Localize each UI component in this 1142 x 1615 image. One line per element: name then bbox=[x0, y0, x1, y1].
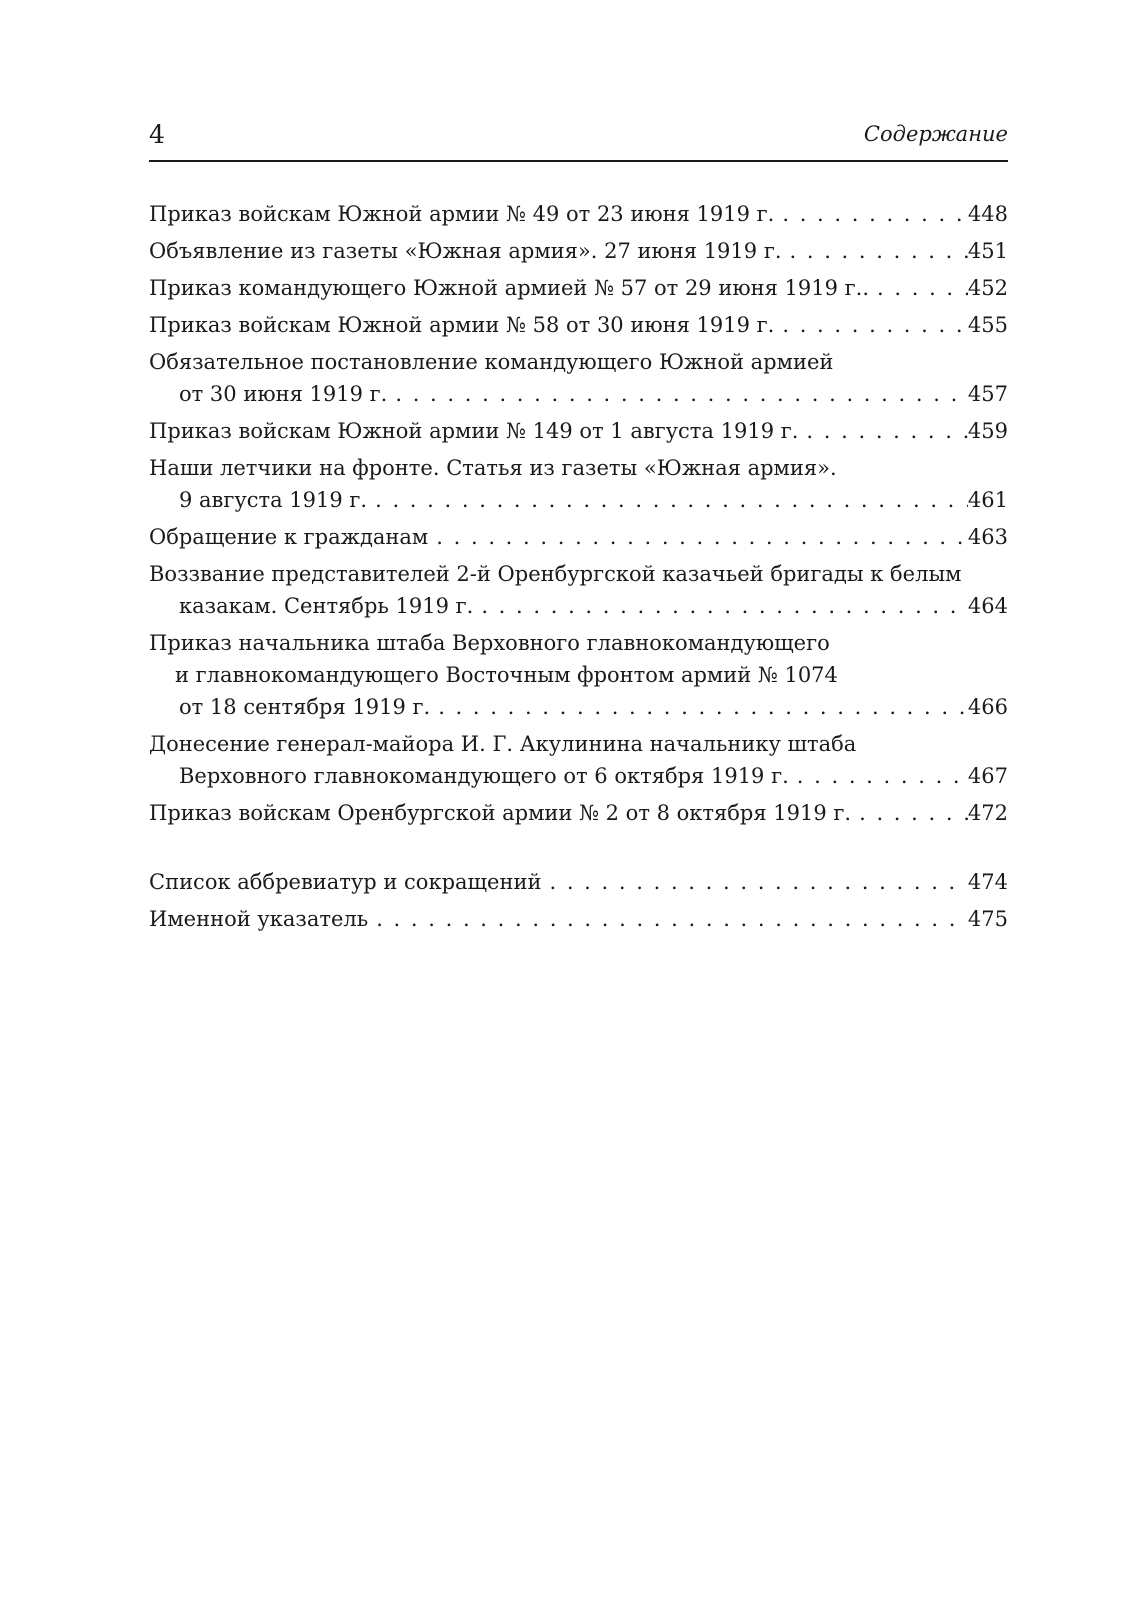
dot-leader bbox=[387, 378, 968, 410]
table-of-contents bbox=[149, 198, 1008, 940]
dot-leader bbox=[774, 198, 968, 230]
toc-page-number: 455 bbox=[967, 313, 1008, 337]
toc-entry[interactable] bbox=[149, 198, 1008, 230]
toc-entry[interactable] bbox=[149, 452, 1008, 516]
dot-leader bbox=[473, 590, 968, 622]
toc-entry-title-line: от 30 июня 1919 г. bbox=[179, 382, 388, 406]
toc-page-number: 452 bbox=[967, 276, 1008, 300]
dot-leader bbox=[782, 235, 968, 267]
toc-entry[interactable] bbox=[149, 903, 1008, 935]
toc-entry-title-line: Воззвание представителей 2-й Оренбургской казачьей бригады к белым bbox=[149, 562, 962, 586]
running-title: Содержание bbox=[863, 122, 1008, 146]
dot-leader bbox=[851, 797, 968, 829]
toc-page-number: 474 bbox=[967, 870, 1008, 894]
toc-entry-title: Приказ войскам Южной армии № 149 от 1 августа 1919 г. bbox=[149, 419, 799, 443]
toc-entry[interactable] bbox=[149, 797, 1008, 829]
toc-page-number: 457 bbox=[967, 382, 1008, 406]
toc-entry-title: Приказ войскам Южной армии № 58 от 30 июня 1919 г. bbox=[149, 313, 775, 337]
dot-leader bbox=[789, 760, 968, 792]
dot-leader bbox=[428, 521, 968, 553]
toc-entry[interactable] bbox=[149, 235, 1008, 267]
toc-page-number: 464 bbox=[967, 594, 1008, 618]
toc-entry-title: Объявление из газеты «Южная армия». 27 июня 1919 г. bbox=[149, 239, 782, 263]
dot-leader bbox=[869, 272, 968, 304]
toc-entry-title-line: Верховного главнокомандующего от 6 октября 1919 г. bbox=[179, 764, 789, 788]
toc-entry-title-line: и главнокомандующего Восточным фронтом армий № 1074 bbox=[175, 663, 838, 687]
toc-entry-title-line: Обязательное постановление командующего Южной армией bbox=[149, 350, 834, 374]
section-gap bbox=[149, 834, 1008, 866]
toc-page-number: 466 bbox=[967, 695, 1008, 719]
toc-entry-title: Приказ войскам Южной армии № 49 от 23 июня 1919 г. bbox=[149, 202, 775, 226]
toc-entry[interactable] bbox=[149, 866, 1008, 898]
dot-leader bbox=[774, 309, 968, 341]
toc-entry-title-line: казакам. Сентябрь 1919 г. bbox=[179, 594, 474, 618]
toc-entry[interactable] bbox=[149, 309, 1008, 341]
toc-entry-title: Приказ командующего Южной армией № 57 от 29 июня 1919 г.. bbox=[149, 276, 870, 300]
toc-entry-title: Список аббревиатур и сокращений bbox=[149, 870, 542, 894]
toc-entry[interactable] bbox=[149, 521, 1008, 553]
dot-leader bbox=[798, 415, 967, 447]
toc-entry[interactable] bbox=[149, 627, 1008, 723]
dot-leader bbox=[541, 866, 967, 898]
page-header bbox=[149, 116, 1008, 162]
toc-entry[interactable] bbox=[149, 728, 1008, 792]
toc-page-number: 463 bbox=[967, 525, 1008, 549]
dot-leader bbox=[367, 484, 968, 516]
toc-entry-title: Именной указатель bbox=[149, 907, 369, 931]
toc-page-number: 448 bbox=[967, 202, 1008, 226]
toc-entry[interactable] bbox=[149, 415, 1008, 447]
toc-page-number: 475 bbox=[967, 907, 1008, 931]
toc-entry[interactable] bbox=[149, 558, 1008, 622]
toc-entry-title-line: Приказ начальника штаба Верховного главнокомандующего bbox=[149, 631, 830, 655]
toc-entry-title-line: Наши летчики на фронте. Статья из газеты «Южная армия». bbox=[149, 456, 837, 480]
toc-page-number: 461 bbox=[967, 488, 1008, 512]
toc-entry-title-line: Донесение генерал-майора И. Г. Акулинина начальнику штаба bbox=[149, 732, 857, 756]
dot-leader bbox=[368, 903, 968, 935]
toc-entry[interactable] bbox=[149, 272, 1008, 304]
toc-entry-title-line: от 18 сентября 1919 г. bbox=[179, 695, 431, 719]
toc-page-number: 459 bbox=[967, 419, 1008, 443]
toc-page-number: 451 bbox=[967, 239, 1008, 263]
toc-page-number: 472 bbox=[967, 801, 1008, 825]
toc-entry[interactable] bbox=[149, 346, 1008, 410]
toc-entry-title: Обращение к гражданам bbox=[149, 525, 429, 549]
page-number: 4 bbox=[149, 120, 165, 149]
toc-entry-title: Приказ войскам Оренбургской армии № 2 от 8 октября 1919 г. bbox=[149, 801, 852, 825]
toc-page-number: 467 bbox=[967, 764, 1008, 788]
toc-entry-title-line: 9 августа 1919 г. bbox=[179, 488, 368, 512]
dot-leader bbox=[430, 691, 968, 723]
